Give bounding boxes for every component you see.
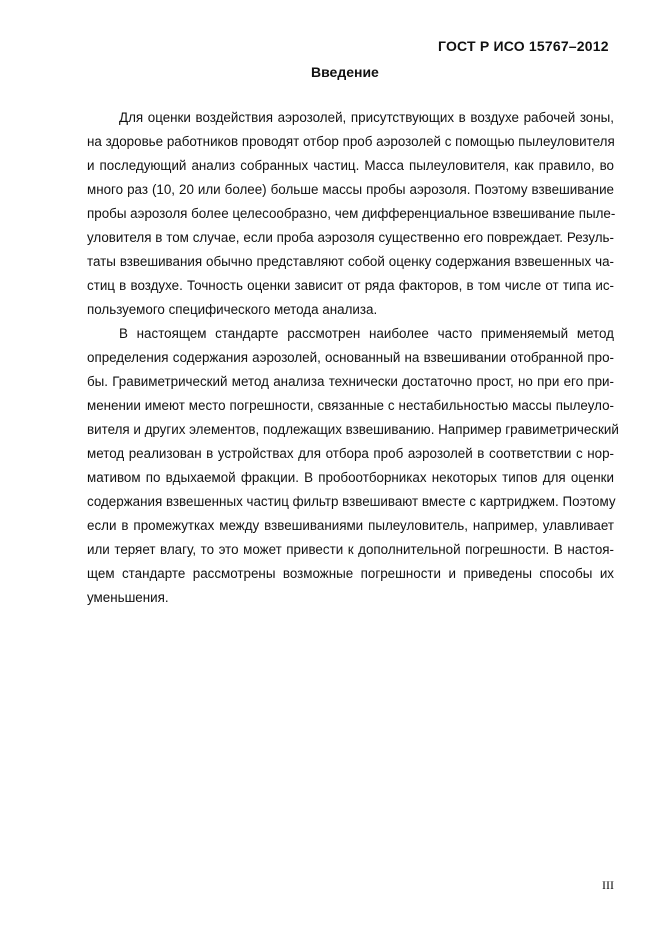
text-line: если в промежутках между взвешиваниями пылеуловитель, например, улавливает [87,518,614,533]
text-line: уменьшения. [87,590,169,605]
text-line: пробы аэрозоля более целесообразно, чем дифференциальное взвешивание пыле- [87,206,616,221]
text-line: или теряет влагу, то это может привести к дополнительной погрешности. В настоя- [87,542,614,557]
text-line: много раз (10, 20 или более) больше массы пробы аэрозоля. Поэтому взвешивание [87,182,614,197]
text-line: метод реализован в устройствах для отбора проб аэрозолей в соответствии с нор- [87,446,614,461]
text-line: таты взвешивания обычно представляют собой оценку содержания взвешенных ча- [87,254,614,269]
header-standard-code: ГОСТ Р ИСО 15767–2012 [438,38,609,54]
text-line: уловителя в том случае, если проба аэрозоля существенно его повреждает. Резуль- [87,230,614,245]
text-line: мативом по вдыхаемой фракции. В пробоотборниках некоторых типов для оценки [87,470,614,485]
text-line: менении имеют место погрешности, связанные с нестабильностью массы пылеуло- [87,398,614,413]
paragraph-2 [87,322,619,610]
section-title: Введение [311,64,379,80]
text-line: В настоящем стандарте рассмотрен наиболее часто применяемый метод [119,326,614,341]
paragraph-1 [87,106,614,322]
text-line: пользуемого специфического метода анализа. [87,302,378,317]
body-text [87,106,619,610]
text-line: бы. Гравиметрический метод анализа технически достаточно прост, но при его при- [87,374,614,389]
text-line: содержания взвешенных частиц фильтр взвешивают вместе с картриджем. Поэтому [87,494,616,509]
text-line: Для оценки воздействия аэрозолей, присутствующих в воздухе рабочей зоны, [119,110,614,125]
text-line: вителя и других элементов, подлежащих взвешиванию. Например гравиметрический [87,422,619,437]
text-line: и последующий анализ собранных частиц. Масса пылеуловителя, как правило, во [87,158,614,173]
text-line: стиц в воздухе. Точность оценки зависит от ряда факторов, в том числе от типа ис- [87,278,614,293]
text-line: щем стандарте рассмотрены возможные погрешности и приведены способы их [87,566,614,581]
text-line: на здоровье работников проводят отбор проб аэрозолей с помощью пылеуловителя [87,134,615,149]
page-number: III [602,878,614,892]
text-line: определения содержания аэрозолей, основанный на взвешивании отобранной про- [87,350,614,365]
